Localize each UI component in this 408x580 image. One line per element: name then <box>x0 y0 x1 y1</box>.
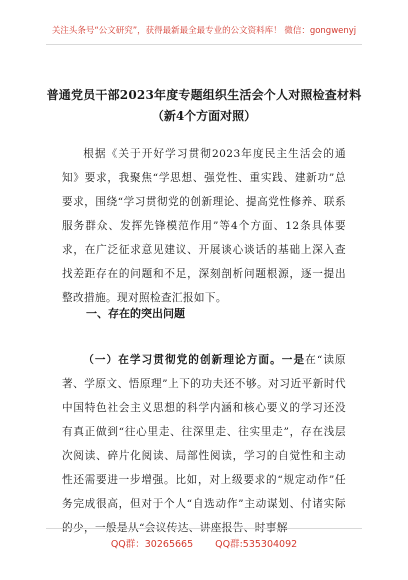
body-paragraph <box>62 348 346 540</box>
document-subtitle: （新4个方面对照） <box>151 109 257 123</box>
document-title: 普通党员干部2023年度专题组织生活会个人对照检查材料 <box>46 88 362 102</box>
intro-paragraph: 根据《关于开好学习贯彻2023年度民主生活会的通知》要求，我聚焦“学思想、强党性、重实践、建新功”总要求，围绕“学习贯彻党的创新理论、提高党性修养、联系服务群众、发挥先锋模范作用”等4个方面、12条具体要求，在广泛征求意见建议、开展谈心谈话的基础上深入查找差距存在的问题和不足，深刻剖析问题根源，逐一提出整改措施。现对照检查汇报如下。 <box>62 148 346 304</box>
page-header <box>0 0 408 44</box>
footer-divider <box>46 528 362 529</box>
point-label: 一是 <box>281 354 306 366</box>
point-text: 在“读原著、学原文、悟原理”上下的功夫还不够。对习近平新时代中国特色社会主义思想的科学内涵和核心要义的学习还没有真正做到“往心里走、往深里走、往实里走”，存在浅层次阅读、碎片化阅读、局部性阅读，学习的自觉性和主动性还需要进一步增强。比如，对上级要求的“规定动作”任务完成很高，但对于个人“自选动作”主动谋划、付诸实际的少，一般是从“会议传达、讲座报告、时事解 <box>62 354 346 534</box>
subsection-label: （一）在学习贯彻党的创新理论方面。 <box>83 354 282 366</box>
section-heading: 一、存在的突出问题 <box>86 307 185 320</box>
header-divider <box>46 44 362 45</box>
footer-qq-group-2: QQ群:535304092 <box>215 539 298 550</box>
header-promo-text: 关注头条号“公文研究”，获得最新最全最专业的公文资料库！ 微信：gongwenyj <box>51 26 357 36</box>
footer-qq-group-1: QQ群：30265665 <box>110 539 194 550</box>
page-footer <box>0 536 408 550</box>
